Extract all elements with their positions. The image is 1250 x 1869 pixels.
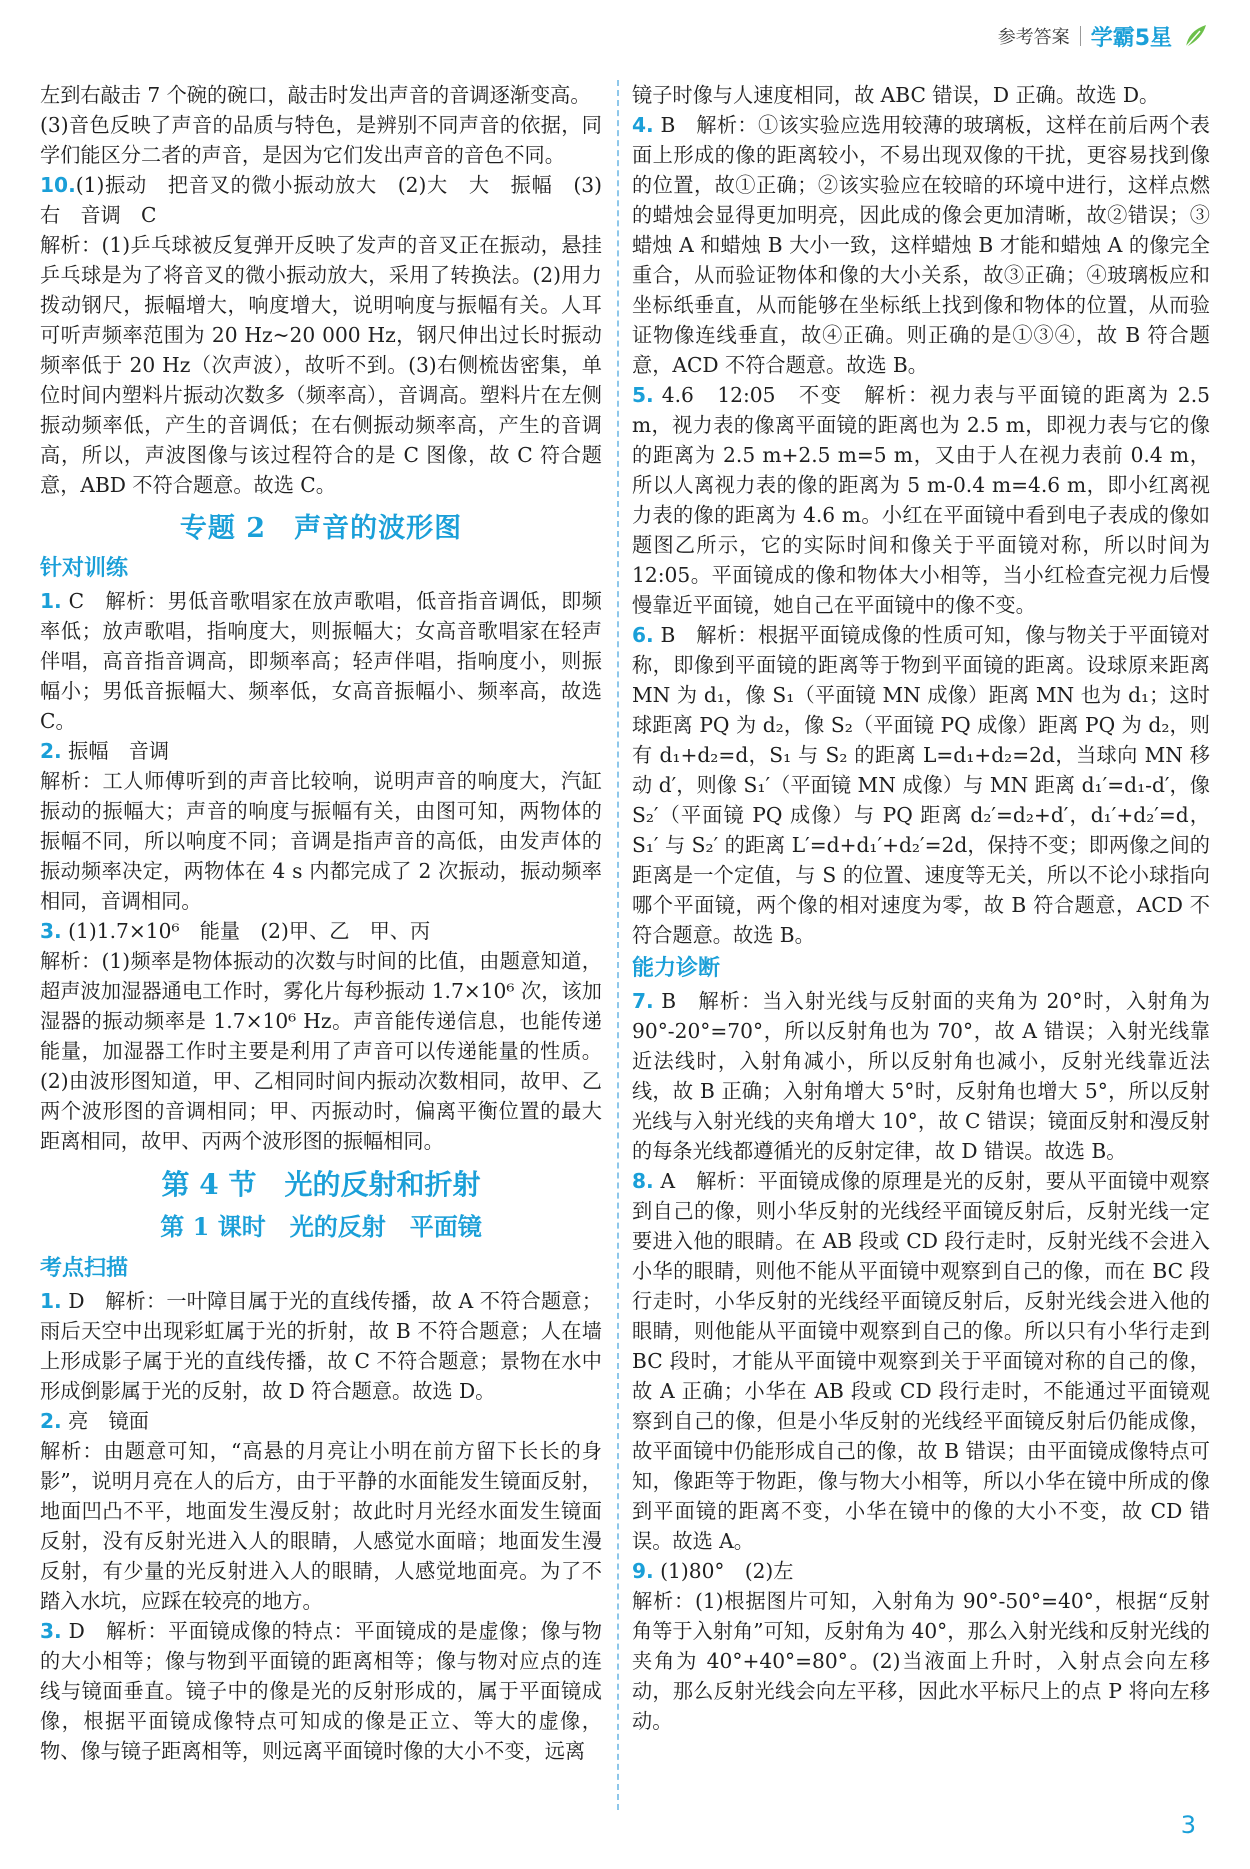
answer-7 — [632, 986, 1210, 1166]
answer-9 — [632, 1556, 1210, 1586]
header-label: 参考答案 — [997, 27, 1070, 48]
answer-10 — [40, 170, 602, 230]
question-number: 6. — [632, 623, 654, 647]
answer-8 — [632, 1166, 1210, 1556]
page-header — [810, 12, 1210, 60]
answer-text: A 解析：平面镜成像的原理是光的反射，要从平面镜中观察到自己的像，则小华反射的光线经平面镜反射后，反射光线一定要进入他的眼睛。在 AB 段或 CD 段行走时，反射光线不会进入小华的眼睛，则他不能从平面镜中观察到自己的像，而在 BC 段行走时，小华反射的光线经平面镜反射后，反射光线会进入他的眼睛，则他能从平面镜中观察到自己的像。所以只有小华行走到 BC 段时，才能从平面镜中观察到关于平面镜对称的自己的像，故 A 正确；小华在 AB 段或 CD 段行走时，不能通过平面镜观察到自己的像，但是小华反射的光线经平面镜反射后仍能成像，故平面镜中仍能形成自己的像，故 B 错误；由平面镜成像特点可知，像距等于物距，像与物大小相等，所以小华在镜中所成的像到平面镜的距离不变，小华在镜中的像的大小不变，故 CD 错误。故选 A。 — [632, 1169, 1210, 1553]
explanation: 解析：(1)频率是物体振动的次数与时间的比值，由题意知道，超声波加湿器通电工作时，雾化片每秒振动 1.7×10⁶ 次，该加湿器的振动频率是 1.7×10⁶ Hz。声音能传递信息，也能传递能量，加湿器工作时主要是利用了声音可以传递能量的性质。(2)由波形图知道，甲、乙相同时间内振动次数相同，故甲、乙两个波形图的音调相同；甲、丙振动时，偏离平衡位置的最大距离相同，故甲、丙两个波形图的振幅相同。 — [40, 949, 602, 1153]
answer-1 — [40, 586, 602, 736]
paragraph: (3)音色反映了声音的品质与特色，是辨别不同声音的依据，同学们能区分二者的声音，是因为它们发出声音的音色不同。 — [40, 113, 602, 167]
right-column — [632, 80, 1210, 1736]
question-number: 3. — [40, 1619, 62, 1643]
subsection-title: 考点扫描 — [40, 1256, 129, 1281]
brand-leaf-icon — [1182, 21, 1210, 51]
paragraph: 左到右敲击 7 个碗的碗口，敲击时发出声音的音调逐渐变高。 — [40, 83, 591, 107]
answer-1 — [40, 1286, 602, 1406]
left-column — [40, 80, 602, 1766]
explanation: 解析：由题意可知，“高悬的月亮让小明在前方留下长长的身影”，说明月亮在人的后方，由于平静的水面能发生镜面反射，地面凹凸不平，地面发生漫反射；故此时月光经水面发生镜面反射，没有反射光进入人的眼睛，人感觉水面暗；地面发生漫反射，有少量的光反射进入人的眼睛，人感觉地面亮。为了不踏入水坑，应踩在较亮的地方。 — [40, 1439, 602, 1613]
question-number: 1. — [40, 589, 62, 613]
explanation: 解析：(1)根据图片可知，入射角为 90°-50°=40°，根据“反射角等于入射角”可知，反射角为 40°，那么入射光线和反射光线的夹角为 40°+40°=80°。(2)当液面上升时，入射点会向左移动，那么反射光线会向左平移，因此水平标尺上的点 P 将向左移动。 — [632, 1589, 1210, 1733]
question-number: 7. — [632, 989, 654, 1013]
explanation: 解析：(1)乒乓球被反复弹开反映了发声的音叉正在振动，悬挂乒乓球是为了将音叉的微小振动放大，采用了转换法。(2)用力拨动钢尺，振幅增大，响度增大，说明响度与振幅有关。人耳可听声频率范围为 20 Hz~20 000 Hz，钢尺伸出过长时振动频率低于 20 Hz（次声波），故听不到。(3)右侧梳齿密集，单位时间内塑料片振动次数多（频率高），音调高。塑料片在左侧振动频率低，产生的音调低；在右侧振动频率高，产生的音调高，所以，声波图像与该过程符合的是 C 图像，故 C 符合题意，ABD 不符合题意。故选 C。 — [40, 233, 602, 497]
subsection-title: 能力诊断 — [632, 956, 721, 981]
explanation: 解析：工人师傅听到的声音比较响，说明声音的响度大，汽缸振动的振幅大；声音的响度与振幅有关，由图可知，两物体的振幅不同，所以响度不同；音调是指声音的高低，由发声体的振动频率决定，两物体在 4 s 内都完成了 2 次振动，振动频率相同，音调相同。 — [40, 769, 602, 913]
answer-3 — [40, 1616, 602, 1766]
answer-text: B 解析：①该实验应选用较薄的玻璃板，这样在前后两个表面上形成的像的距离较小，不易出现双像的干扰，更容易找到像的位置，故①正确；②该实验应在较暗的环境中进行，这样点燃的蜡烛会显得更加明亮，因此成的像会更加清晰，故②错误；③蜡烛 A 和蜡烛 B 大小一致，这样蜡烛 B 才能和蜡烛 A 的像完全重合，从而验证物体和像的大小关系，故③正确；④玻璃板应和坐标纸垂直，从而能够在坐标纸上找到像和物体的位置，从而验证物像连线垂直，故④正确。则正确的是①③④，故 B 符合题意，ACD 不符合题意。故选 B。 — [632, 113, 1210, 377]
header-separator — [1080, 26, 1081, 46]
answer-text: C 解析：男低音歌唱家在放声歌唱，低音指音调低，即频率低；放声歌唱，指响度大，则振幅大；女高音歌唱家在轻声伴唱，高音指音调高，即频率高；轻声伴唱，指响度小，则振幅小；男低音振幅大、频率低，女高音振幅小、频率高，故选 C。 — [40, 589, 602, 733]
answer-3 — [40, 916, 602, 946]
subsection-title: 针对训练 — [40, 556, 129, 581]
answer-2 — [40, 736, 602, 766]
lesson-title: 第 1 课时 光的反射 平面镜 — [160, 1212, 482, 1241]
answer-6 — [632, 620, 1210, 950]
column-divider — [617, 80, 619, 1810]
answer-text: D 解析：一叶障目属于光的直线传播，故 A 不符合题意；雨后天空中出现彩虹属于光的折射，故 B 不符合题意；人在墙上形成影子属于光的直线传播，故 C 不符合题意；景物在水中形成倒影属于光的反射，故 D 符合题意。故选 D。 — [40, 1289, 602, 1403]
page-number: 3 — [1180, 1811, 1196, 1839]
question-number: 9. — [632, 1559, 654, 1583]
topic-title: 专题 2 声音的波形图 — [179, 513, 463, 544]
question-number: 3. — [40, 919, 62, 943]
answer-text: D 解析：平面镜成像的特点：平面镜成的是虚像；像与物的大小相等；像与物到平面镜的距离相等；像与物对应点的连线与镜面垂直。镜子中的像是光的反射形成的，属于平面镜成像，根据平面镜成像特点可知成的像是正立、等大的虚像，物、像与镜子距离相等，则远离平面镜时像的大小不变，远离 — [40, 1619, 602, 1763]
brand-logo-text: 学霸5星 — [1090, 25, 1172, 51]
answer-text: 振幅 音调 — [68, 739, 170, 763]
section-title: 第 4 节 光的反射和折射 — [161, 1168, 481, 1201]
answer-text: B 解析：根据平面镜成像的性质可知，像与物关于平面镜对称，即像到平面镜的距离等于物到平面镜的距离。设球原来距离 MN 为 d₁，像 S₁（平面镜 MN 成像）距离 MN 也为 d₁；这时球距离 PQ 为 d₂，像 S₂（平面镜 PQ 成像）距离 PQ 为 d₂，则有 d₁+d₂=d，S₁ 与 S₂ 的距离 L=d₁+d₂=2d，当球向 MN 移动 d′，则像 S₁′（平面镜 MN 成像）与 MN 距离 d₁′=d₁-d′，像 S₂′（平面镜 PQ 成像）与 PQ 距离 d₂′=d₂+d′，d₁′+d₂′=d，S₁′ 与 S₂′ 的距离 L′=d+d₁′+d₂′=2d，保持不变；即两像之间的距离是一个定值，与 S 的位置、速度等无关，所以不论小球指向哪个平面镜，两个像的相对速度为零，故 B 符合题意，ACD 不符合题意。故选 B。 — [632, 623, 1210, 947]
answer-text: (1)1.7×10⁶ 能量 (2)甲、乙 甲、丙 — [68, 919, 431, 943]
answer-2 — [40, 1406, 602, 1436]
paragraph: 镜子时像与人速度相同，故 ABC 错误，D 正确。故选 D。 — [632, 83, 1160, 107]
answer-text: B 解析：当入射光线与反射面的夹角为 20°时，入射角为 90°-20°=70°，所以反射角也为 70°，故 A 错误；入射光线靠近法线时，入射角减小，所以反射角也减小，反射光线靠近法线，故 B 正确；入射角增大 5°时，反射角也增大 5°，所以反射光线与入射光线的夹角增大 10°，故 C 错误；镜面反射和漫反射的每条光线都遵循光的反射定律，故 D 错误。故选 B。 — [632, 989, 1210, 1163]
answer-text: (1)振动 把音叉的微小振动放大 (2)大 大 振幅 (3)右 音调 C — [40, 173, 602, 227]
question-number: 10. — [40, 173, 76, 197]
question-number: 2. — [40, 739, 62, 763]
question-number: 5. — [632, 383, 654, 407]
question-number: 2. — [40, 1409, 62, 1433]
answer-4 — [632, 110, 1210, 380]
answer-text: 亮 镜面 — [68, 1409, 149, 1433]
question-number: 1. — [40, 1289, 62, 1313]
answer-text: (1)80° (2)左 — [660, 1559, 794, 1583]
answer-text: 4.6 12:05 不变 解析：视力表与平面镜的距离为 2.5 m，视力表的像离平面镜的距离也为 2.5 m，即视力表与它的像的距离为 2.5 m+2.5 m=5 m，又由于人在视力表前 0.4 m，所以人离视力表的像的距离为 5 m-0.4 m=4.6 m，即小红离视力表的像的距离为 4.6 m。小红在平面镜中看到电子表成的像如题图乙所示，它的实际时间和像关于平面镜对称，所以时间为 12:05。平面镜成的像和物体大小相等，当小红检查完视力后慢慢靠近平面镜，她自己在平面镜中的像不变。 — [632, 383, 1210, 617]
question-number: 8. — [632, 1169, 654, 1193]
answer-5 — [632, 380, 1210, 620]
question-number: 4. — [632, 113, 654, 137]
